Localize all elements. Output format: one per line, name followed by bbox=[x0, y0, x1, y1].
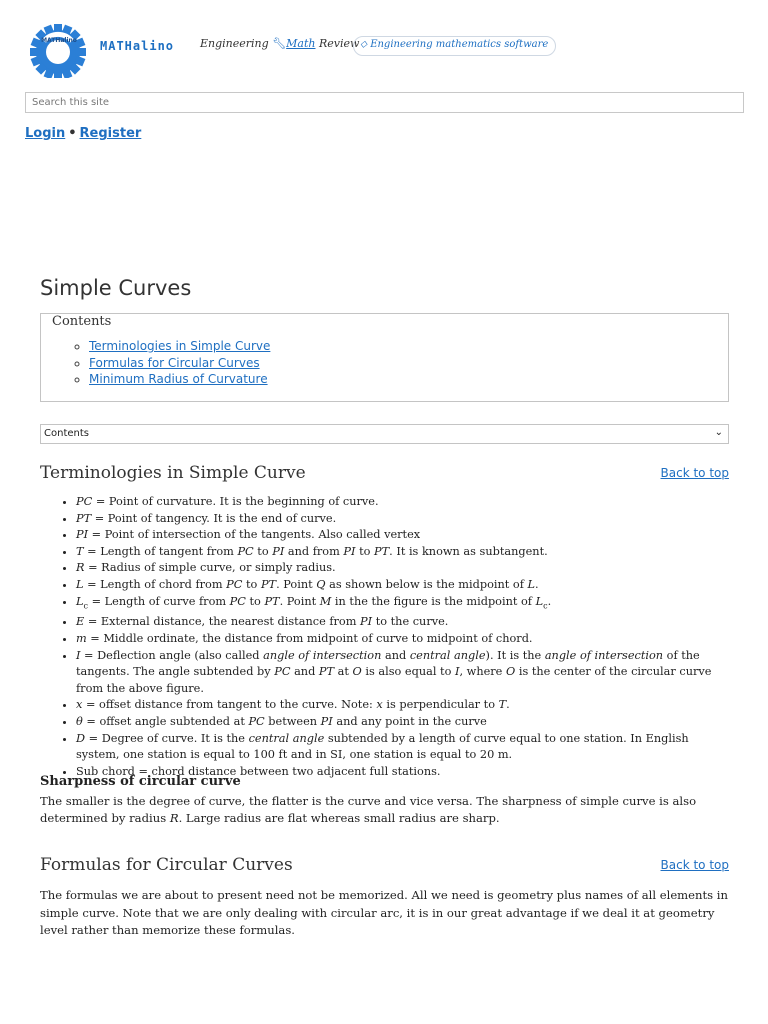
toc-link-minimum-radius[interactable]: Minimum Radius of Curvature bbox=[89, 372, 268, 386]
toc-item bbox=[89, 371, 270, 388]
back-to-top-link[interactable]: Back to top bbox=[660, 466, 729, 480]
term-item: • PC = Point of curvature. It is the beginning of curve. bbox=[76, 494, 735, 511]
site-header bbox=[25, 22, 745, 82]
term-item: • L = Length of chord from PC to PT. Point Q as shown below is the midpoint of L. bbox=[76, 577, 735, 594]
slogan-part-2: Review bbox=[318, 37, 360, 50]
software-tag-link[interactable] bbox=[353, 36, 556, 56]
toc-link-formulas[interactable]: Formulas for Circular Curves bbox=[89, 355, 260, 370]
chevron-down-icon: ⌄ bbox=[714, 427, 723, 438]
term-item: • PT = Point of tangency. It is the end of curve. bbox=[76, 511, 735, 528]
gear-logo-icon bbox=[25, 22, 89, 78]
term-item: • PI = Point of intersection of the tangents. Also called vertex bbox=[76, 527, 735, 544]
page-title: Simple Curves bbox=[40, 276, 192, 300]
site-name[interactable]: MATHalino bbox=[100, 39, 175, 53]
term-item: • x = offset distance from tangent to the curve. Note: x is perpendicular to T. bbox=[76, 697, 735, 714]
sharpness-heading: Sharpness of circular curve bbox=[40, 774, 241, 789]
site-slogan bbox=[200, 37, 359, 50]
tag-label: Engineering mathematics software bbox=[370, 39, 549, 50]
section-title-formulas: Formulas for Circular Curves bbox=[40, 855, 293, 875]
search-input[interactable] bbox=[25, 92, 744, 113]
logo-text: MATHalino bbox=[41, 37, 77, 44]
sharpness-text: The smaller is the degree of curve, the flatter is the curve and vice versa. The sharpness of simple curve is also determined by radius R. Large radius are flat whereas small radius are sharp. bbox=[40, 794, 697, 825]
tag-icon: ⬦ bbox=[360, 39, 367, 50]
slogan-math: Math bbox=[286, 37, 316, 50]
back-to-top-link[interactable]: Back to top bbox=[660, 858, 729, 872]
toc-item bbox=[89, 355, 270, 372]
site-logo[interactable] bbox=[25, 22, 89, 78]
section-title-terminologies: Terminologies in Simple Curve bbox=[40, 463, 306, 483]
auth-links bbox=[25, 126, 141, 141]
login-link[interactable]: Login bbox=[25, 126, 66, 141]
toc-item bbox=[89, 338, 270, 355]
dropdown-value: Contents bbox=[44, 428, 89, 439]
formulas-intro-text: The formulas we are about to present need not be memorized. All we need is geometry plus names of all elements in simple curve. Note that we are only dealing with circular arc, it is in our great advantage if we deal it at geometry level rather than memorize these formulas. bbox=[40, 888, 728, 937]
term-item: • I = Deflection angle (also called angle of intersection and central angle). It is the angle of intersection of the tangents. The angle subtended by PC and PT at O is also equal to I, where O is the center of the circular curve from the above figure. bbox=[76, 648, 735, 698]
term-item: • θ = offset angle subtended at PC between PI and any point in the curve bbox=[76, 714, 735, 731]
contents-dropdown[interactable] bbox=[40, 424, 729, 444]
toc-list bbox=[55, 338, 270, 388]
term-item: • Sub chord = chord distance between two adjacent full stations. bbox=[76, 764, 735, 781]
register-link[interactable]: Register bbox=[79, 126, 142, 141]
terms-list bbox=[40, 494, 735, 780]
wrench-icon: 🔧︎ bbox=[272, 37, 287, 50]
auth-separator: • bbox=[68, 126, 77, 141]
term-item: • E = External distance, the nearest distance from PI to the curve. bbox=[76, 614, 735, 631]
term-item: • m = Middle ordinate, the distance from midpoint of curve to midpoint of chord. bbox=[76, 631, 735, 648]
term-item: • $L_c$ = Length of curve from PC to PT. Point M in the the figure is the midpoint of $L_c$. bbox=[76, 594, 735, 615]
toc-link-terminologies[interactable]: Terminologies in Simple Curve bbox=[89, 339, 271, 353]
term-item: • D = Degree of curve. It is the central angle subtended by a length of curve equal to one station. In English system, one station is equal to 100 ft and in SI, one station is equal to 20 m. bbox=[76, 731, 735, 764]
slogan-part-1: Engineering bbox=[200, 37, 269, 50]
term-item: • R = Radius of simple curve, or simply radius. bbox=[76, 560, 735, 577]
toc-title: Contents bbox=[52, 314, 112, 329]
table-of-contents bbox=[40, 313, 729, 402]
term-item: • T = Length of tangent from PC to PI and from PI to PT. It is known as subtangent. bbox=[76, 544, 735, 561]
